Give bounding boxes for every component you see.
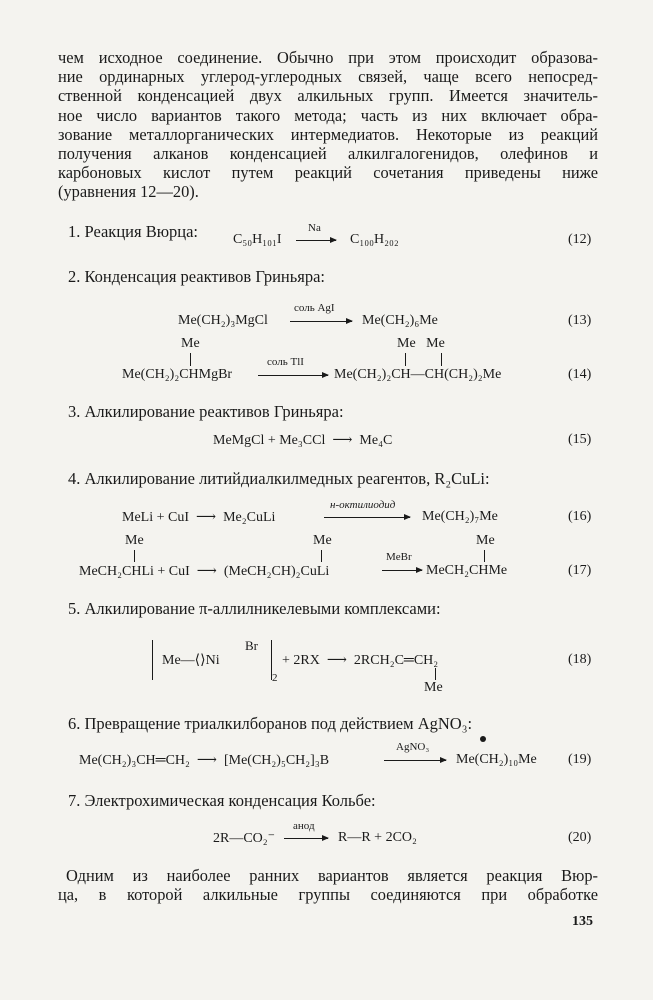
equation-19-arrow (384, 760, 446, 761)
equation-17-left: MeCH₂CHLi + CuI ⟶ (MeCH₂CH)₂CuLi (79, 564, 330, 579)
section-heading-1: 1. Реакция Вюрца: (68, 222, 199, 241)
equation-12-reagent: Na (308, 222, 321, 234)
equation-14-number: (14) (568, 367, 592, 382)
equation-17-substituent: Me (313, 533, 332, 548)
equation-19-number: (19) (568, 752, 592, 767)
section-heading-4: 4. Алкилирование литийдиалкилмедных реагентов, R₂CuLi: (68, 469, 490, 488)
equation-18-bromine: Br (245, 638, 258, 653)
equation-17-number: (17) (568, 563, 592, 578)
text-line: ние ординарных углерод-углеродных связей, чаще всего непосред- (58, 67, 598, 87)
equation-18-right: + 2RX ⟶ 2RCH₂C═CH₂ (282, 653, 439, 668)
equation-18-complex: Me—⟨⟩Ni (162, 653, 220, 668)
equation-16-right: Me(CH₂)₇Me (422, 509, 498, 524)
text-line: чем исходное соединение. Обычно при этом происходит образова- (58, 48, 598, 67)
equation-19-right: Me(CH₂)₁₀Me (456, 752, 537, 767)
bond-line (441, 353, 442, 366)
bond-line (321, 550, 322, 562)
text-line: ца, в которой алкильные группы соединяются при обработке (58, 885, 598, 905)
section-heading-7: 7. Электрохимическая конденсация Кольбе: (68, 791, 376, 810)
equation-18-subscript: 2 (272, 672, 278, 684)
equation-13-left: Me(CH₂)₃MgCl (178, 313, 268, 328)
equation-13-right: Me(CH₂)₆Me (362, 313, 438, 328)
ink-dot (480, 736, 486, 742)
text-line: ственной конденсацией двух алкильных групп. Имеется значитель- (58, 86, 598, 106)
bond-line (484, 550, 485, 562)
equation-18-substituent: Me (424, 680, 443, 695)
equation-13-number: (13) (568, 313, 592, 328)
equation-15-number: (15) (568, 432, 592, 447)
equation-13-arrow (290, 321, 352, 322)
section-heading-3: 3. Алкилирование реактивов Гриньяра: (68, 402, 344, 421)
equation-16-arrow (324, 517, 410, 518)
text-line: (уравнения 12—20). (58, 182, 199, 202)
section-heading-6: 6. Превращение триалкилборанов под действием AgNO₃: (68, 714, 473, 733)
equation-17-substituent: Me (125, 533, 144, 548)
equation-19-reagent: AgNO₃ (396, 741, 430, 753)
bond-line (405, 353, 406, 366)
equation-20-number: (20) (568, 830, 592, 845)
bond-line (134, 550, 135, 562)
equation-18-number: (18) (568, 652, 592, 667)
text-line: Одним из наиболее ранних вариантов является реакция Вюр- (66, 866, 598, 885)
equation-12-number: (12) (568, 232, 592, 247)
bond-line (435, 668, 436, 680)
text-line: ное число вариантов такого метода; часть из них включает обра- (58, 105, 598, 125)
equation-17-right: MeCH₂CHMe (426, 563, 508, 578)
equation-15: MeMgCl + Me₃CCl ⟶ Me₄C (213, 433, 393, 448)
text-line: карбоновых кислот путем реакций сочетания приведены ниже (58, 163, 598, 183)
equation-16-reagent: н-октилиодид (330, 499, 396, 511)
equation-19-left: Me(CH₂)₃CH═CH₂ ⟶ [Me(CH₂)₅CH₂]₃B (79, 753, 330, 768)
equation-14-left-substituent: Me (181, 336, 200, 351)
text-line: зование металлорганических интермедиатов. Некоторые из реакций (58, 124, 598, 144)
equation-17-reagent: MeBr (386, 551, 412, 563)
text-line: получения алканов конденсацией алкилгалогенидов, олефинов и (58, 144, 598, 164)
equation-20-right: R—R + 2CO₂ (338, 830, 417, 845)
equation-12-right: C₁₀₀H₂₀₂ (350, 232, 399, 247)
section-heading-5: 5. Алкилирование π-аллилникелевыми комплексами: (68, 599, 441, 618)
section-heading-2: 2. Конденсация реактивов Гриньяра: (68, 267, 325, 286)
equation-14-right-substituents: Me Me (397, 336, 445, 351)
equation-20-left: 2R—CO₂⁻ (213, 831, 276, 846)
equation-17-arrow (382, 570, 422, 571)
equation-17-substituent: Me (476, 533, 495, 548)
equation-12-left: C₅₀H₁₀₁I (233, 232, 282, 247)
equation-20-arrow (284, 838, 328, 839)
closing-paragraph (58, 866, 598, 904)
bond-line (190, 353, 191, 366)
equation-14-right: Me(CH₂)₂CH—CH(CH₂)₂Me (334, 367, 502, 382)
equation-13-reagent: соль AgI (294, 302, 335, 314)
equation-12-arrow (296, 240, 336, 241)
equation-16-number: (16) (568, 509, 592, 524)
intro-paragraph (58, 48, 598, 202)
equation-16-left: MeLi + CuI ⟶ Me₂CuLi (122, 510, 276, 525)
equation-14-left: Me(CH₂)₂CHMgBr (122, 367, 233, 382)
equation-20-reagent: анод (293, 820, 315, 832)
page-number: 135 (572, 914, 593, 929)
equation-14-reagent: соль TlI (267, 356, 304, 368)
equation-14-arrow (258, 375, 328, 376)
